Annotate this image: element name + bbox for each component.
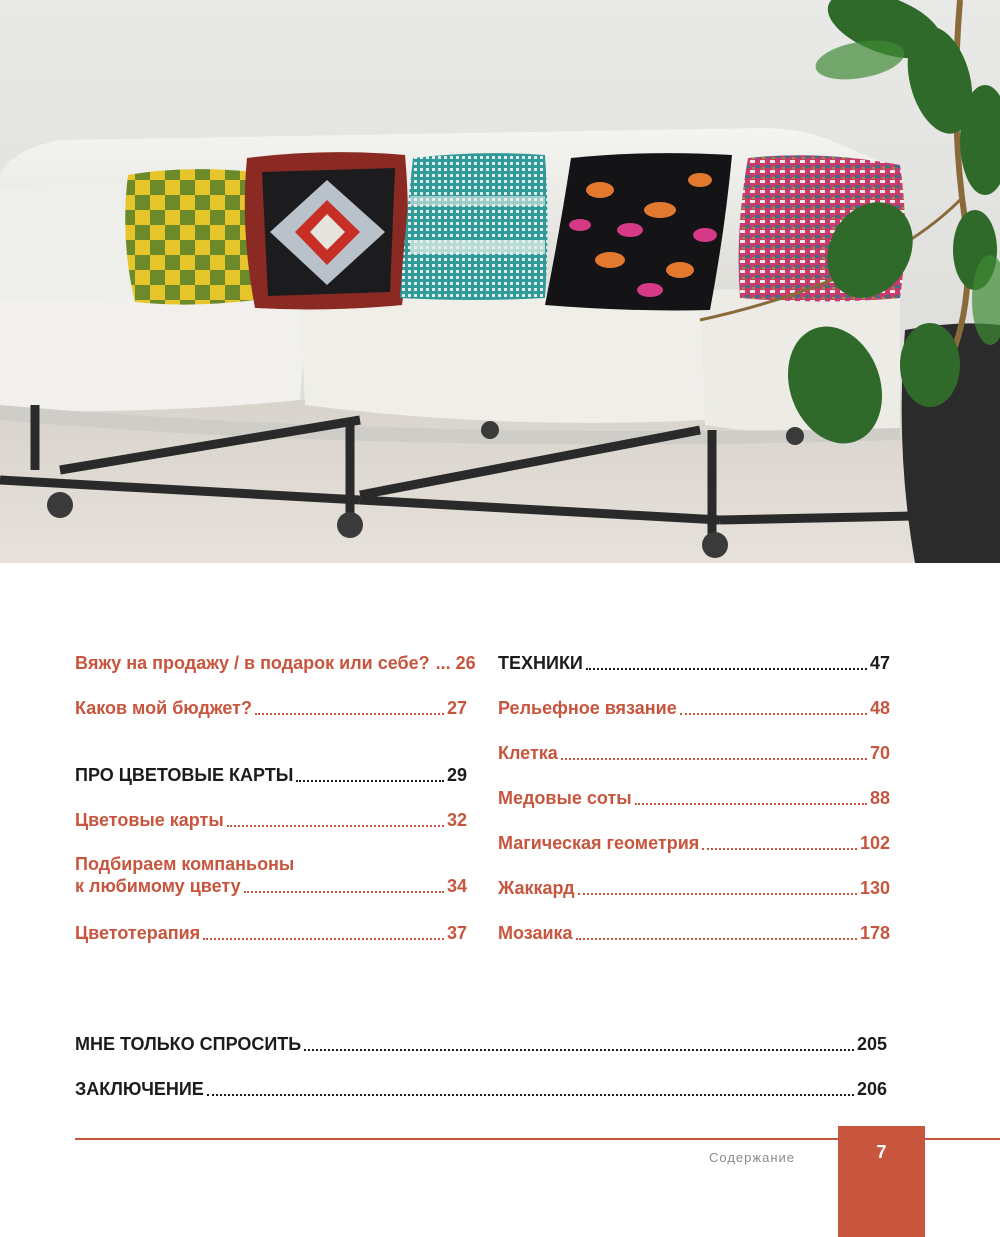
toc-entry-title: Цветотерапия [75,923,201,943]
toc-entry[interactable] [75,853,467,897]
toc-entry-page: 130 [859,878,890,898]
toc-entry-title: Клетка [498,743,558,763]
toc-entry-page: 29 [446,765,467,785]
toc-entry-title: ПРО ЦВЕТОВЫЕ КАРТЫ [75,765,294,785]
toc-leader-dots [296,780,444,782]
toc-leader-dots [203,938,444,940]
toc-entry-page: 88 [869,788,890,808]
toc-leader-dots [227,825,444,827]
toc-entry-page: 48 [869,698,890,718]
toc-leader-dots [680,713,867,715]
toc-entry-title: Медовые соты [498,788,632,808]
toc-leader-dots [586,668,867,670]
toc-entry-page: ... 26 [435,653,476,673]
toc-entry-page: 34 [446,876,467,896]
toc-entry-title: Жаккард [498,878,575,898]
toc-entry-title: Рельефное вязание [498,698,677,718]
toc-entry-page: 178 [859,923,890,943]
toc-section-heading[interactable] [75,1033,887,1055]
toc-leader-dots [304,1049,854,1051]
toc-entry-title: Цветовые карты [75,810,224,830]
toc-entry-title: Каков мой бюджет? [75,698,252,718]
toc-leader-dots [207,1094,854,1096]
toc-section-heading[interactable] [75,1078,887,1100]
toc-leader-dots [244,891,444,893]
toc-entry-title: Магическая геометрия [498,833,700,853]
toc-entry-page: 205 [856,1034,887,1054]
toc-entry[interactable] [498,877,890,899]
toc-entry-page: 32 [446,810,467,830]
hero-photo [0,0,1000,563]
toc-leader-dots [255,713,444,715]
toc-entry-page: 37 [446,923,467,943]
toc-entry[interactable] [75,697,467,719]
page-number-tab [838,1126,925,1237]
toc-entry-title-line2: к любимому цвету [75,876,241,896]
toc-entry-page: 206 [856,1079,887,1099]
toc-leader-dots [561,758,867,760]
toc-entry[interactable] [75,652,476,674]
toc-leader-dots [578,893,857,895]
toc-entry-title: Мозаика [498,923,573,943]
toc-entry[interactable] [498,742,890,764]
toc-leader-dots [576,938,857,940]
toc-section-heading[interactable] [75,764,467,786]
toc-entry-title: Вяжу на продажу / в подарок или себе? [75,653,430,673]
toc-entry-page: 102 [859,833,890,853]
toc-entry-title: ТЕХНИКИ [498,653,583,673]
toc-entry-title: МНЕ ТОЛЬКО СПРОСИТЬ [75,1034,302,1054]
toc-section-heading[interactable] [498,652,890,674]
toc-entry[interactable] [498,697,890,719]
page-number: 7 [876,1142,887,1162]
toc-entry-title: ЗАКЛЮЧЕНИЕ [75,1079,204,1099]
toc-entry-page: 47 [869,653,890,673]
footer-section-label: Содержание [709,1150,795,1165]
toc-entry-title-line1: Подбираем компаньоны [75,854,295,874]
toc-entry-page: 70 [869,743,890,763]
toc-entry[interactable] [498,922,890,944]
toc-entry[interactable] [498,832,890,854]
toc-entry[interactable] [498,787,890,809]
toc-entry[interactable] [75,922,467,944]
toc-leader-dots [635,803,867,805]
toc-entry-page: 27 [446,698,467,718]
toc-entry[interactable] [75,809,467,831]
toc-leader-dots [702,848,857,850]
